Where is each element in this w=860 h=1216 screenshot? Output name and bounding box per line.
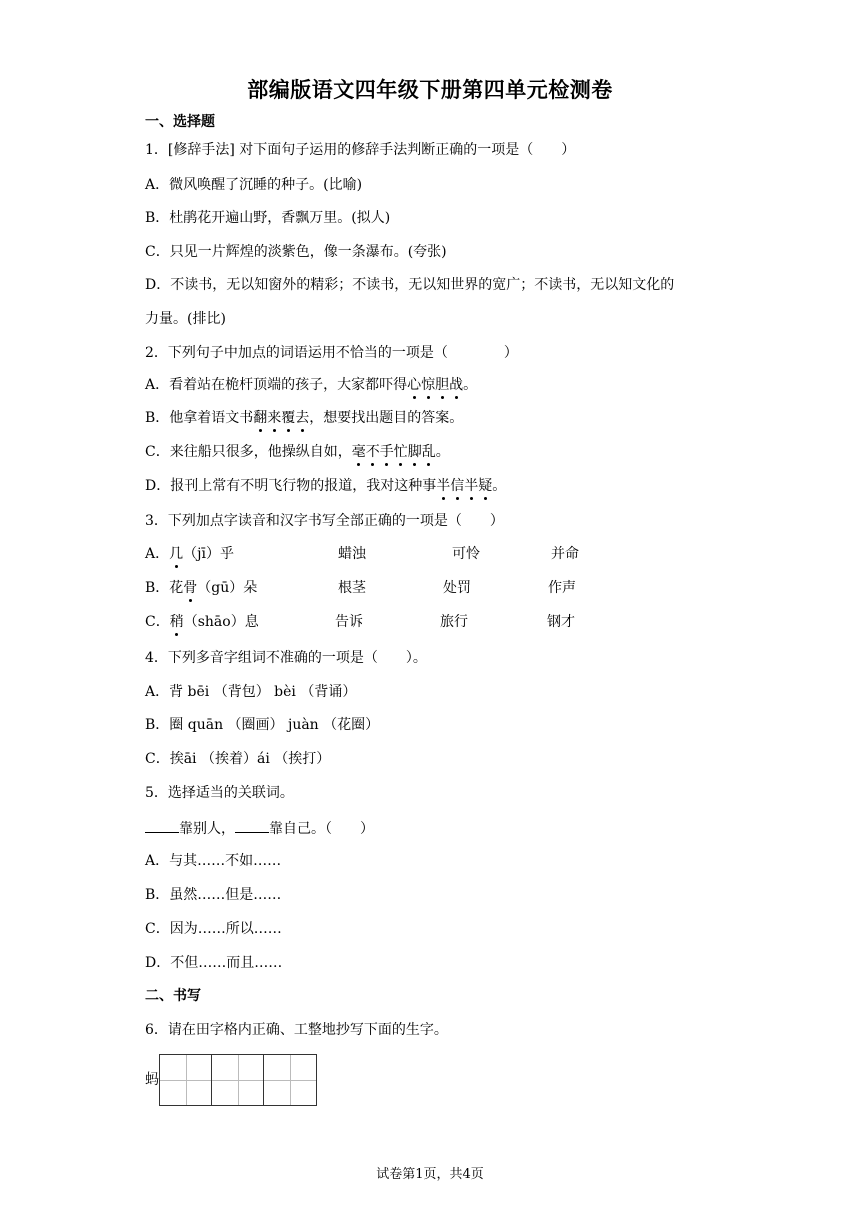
q5-fill-sentence: 靠别人， 靠自己。（ ）: [145, 818, 374, 838]
section-heading-choice: 一、选择题: [145, 114, 215, 130]
tianzige-cell[interactable]: [212, 1055, 264, 1105]
q3-b-word-3: 处罚: [443, 580, 471, 596]
dotted-phrase: 心惊胆战: [407, 377, 464, 393]
q3-option-b: B．花骨（gū）朵: [145, 580, 258, 596]
question-1-stem: 1．[修辞手法] 对下面句子运用的修辞手法判断正确的一项是（ ）: [145, 142, 576, 158]
q3-option-c: C．稍（shāo）息: [145, 614, 259, 630]
q2-option-a: A．看着站在桅杆顶端的孩子，大家都吓得心惊胆战。: [145, 377, 478, 393]
q1-option-c: C．只见一片辉煌的淡紫色，像一条瀑布。(夸张): [145, 244, 447, 260]
q4-option-c: C．挨āi （挨着）ái （挨打）: [145, 751, 331, 767]
dotted-char: 几: [169, 546, 184, 562]
q3-c-word-2: 告诉: [335, 614, 363, 630]
q2-option-b: B．他拿着语文书翻来覆去，想要找出题目的答案。: [145, 410, 464, 426]
model-character: 蚂: [145, 1072, 159, 1088]
q3-a-word-3: 可怜: [452, 546, 480, 562]
section-heading-writing: 二、书写: [145, 988, 201, 1004]
answer-blank[interactable]: [235, 818, 269, 833]
question-5-stem: 5．选择适当的关联词。: [145, 785, 294, 801]
question-3-stem: 3．下列加点字读音和汉字书写全部正确的一项是（ ）: [145, 513, 504, 529]
q3-c-word-3: 旅行: [440, 614, 468, 630]
dotted-phrase: 毫不手忙脚乱: [351, 444, 436, 460]
tianzige-grid: [159, 1054, 317, 1106]
q5-option-a: A．与其……不如……: [145, 853, 282, 869]
q4-option-b: B．圈 quān （圈画） juàn （花圈）: [145, 717, 380, 733]
page-footer: 试卷第1页，共4页: [376, 1167, 484, 1182]
answer-blank[interactable]: [145, 818, 179, 833]
q3-option-a: A．几（jī）乎: [145, 546, 234, 562]
tianzige-cell[interactable]: [264, 1055, 316, 1105]
q3-b-word-4: 作声: [548, 580, 576, 596]
question-4-stem: 4．下列多音字组词不准确的一项是（ ）。: [145, 650, 427, 666]
q1-option-d: D．不读书，无以知窗外的精彩；不读书，无以知世界的宽广；不读书，无以知文化的: [145, 277, 675, 293]
q2-option-c: C．来往船只很多，他操纵自如，毫不手忙脚乱。: [145, 444, 450, 460]
q1-option-d-continued: 力量。(排比): [145, 311, 226, 327]
q3-b-word-2: 根茎: [338, 580, 366, 596]
q5-option-b: B．虽然……但是……: [145, 887, 282, 903]
q1-option-a: A．微风唤醒了沉睡的种子。(比喻): [145, 177, 363, 193]
tianzige-cell[interactable]: [160, 1055, 212, 1105]
q3-a-word-4: 并命: [551, 546, 579, 562]
q5-option-c: C．因为……所以……: [145, 921, 282, 937]
question-6-stem: 6．请在田字格内正确、工整地抄写下面的生字。: [145, 1022, 448, 1038]
dotted-phrase: 半信半疑: [436, 478, 493, 494]
question-2-stem: 2．下列句子中加点的词语运用不恰当的一项是（ ）: [145, 345, 518, 361]
q2-option-d: D．报刊上常有不明飞行物的报道，我对这种事半信半疑。: [145, 478, 507, 494]
q4-option-a: A．背 bēi （背包） bèi （背诵）: [145, 684, 357, 700]
dotted-phrase: 翻来覆去: [253, 410, 310, 426]
q1-option-b: B．杜鹃花开遍山野，香飘万里。(拟人): [145, 210, 391, 226]
q5-option-d: D．不但……而且……: [145, 955, 283, 971]
page-title: 部编版语文四年级下册第四单元检测卷: [247, 78, 613, 102]
dotted-char: 骨: [183, 580, 198, 596]
q3-c-word-4: 钢才: [547, 614, 575, 630]
q3-a-word-2: 蜡浊: [338, 546, 366, 562]
dotted-char: 稍: [169, 614, 184, 630]
